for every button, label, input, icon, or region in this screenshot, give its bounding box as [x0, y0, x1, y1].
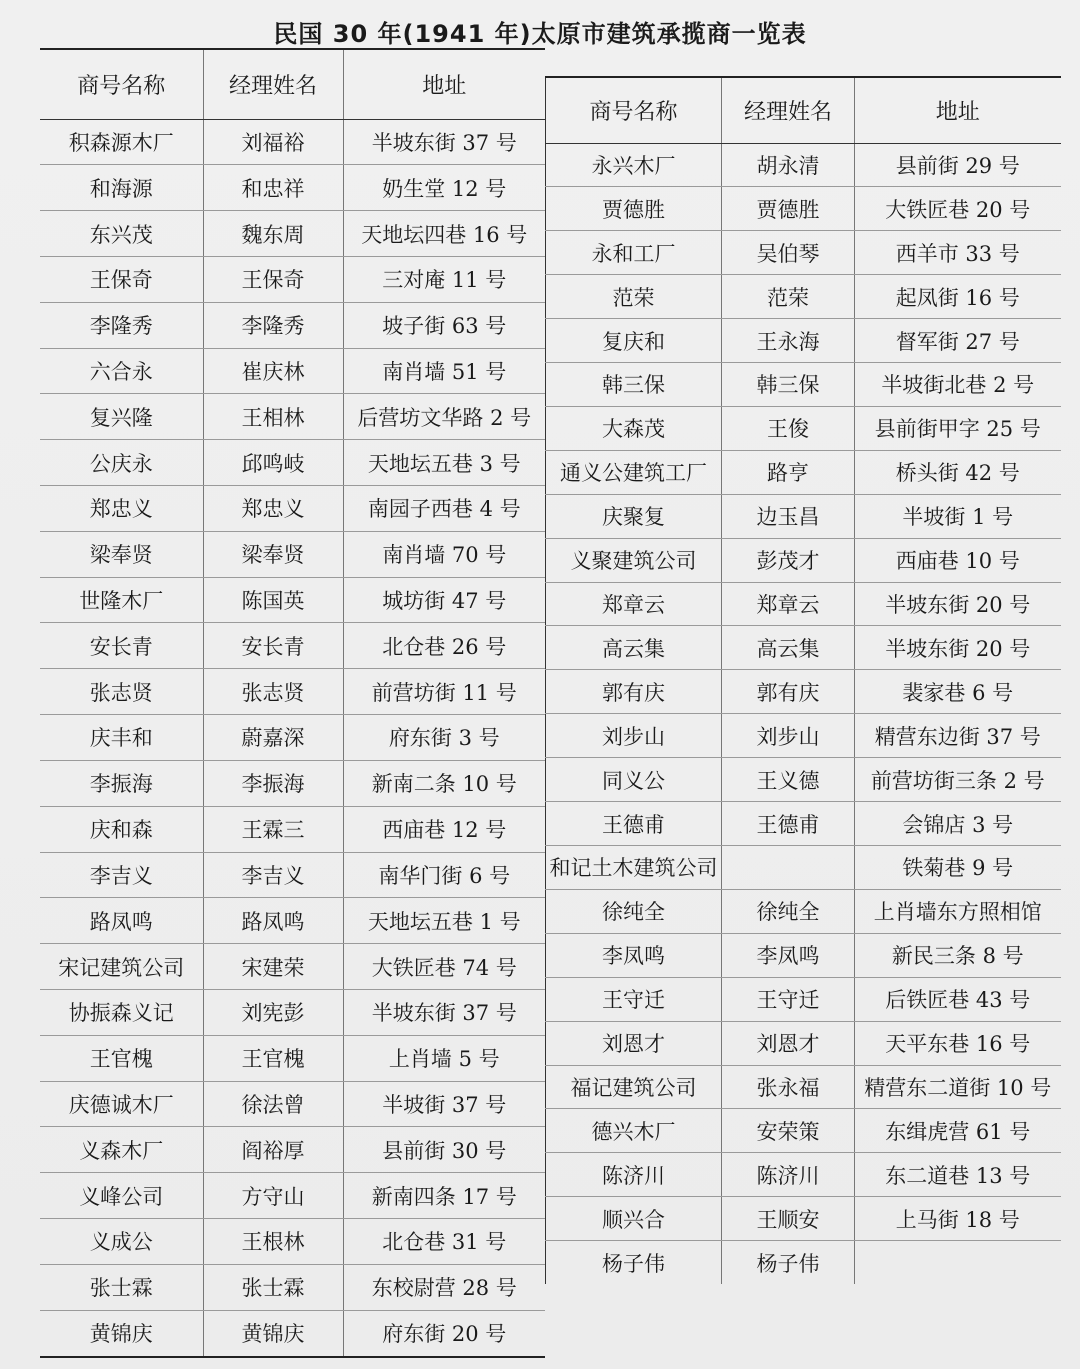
address-cell: 上肖墙 5 号: [343, 1035, 545, 1081]
address-cell: 西庙巷 10 号: [855, 538, 1061, 582]
address-cell: 半坡东街 37 号: [343, 119, 545, 165]
shop-name-cell: 世隆木厂: [40, 577, 203, 623]
address-cell: 铁菊巷 9 号: [855, 846, 1061, 890]
shop-name-cell: 协振森义记: [40, 989, 203, 1035]
address-cell: 东缉虎营 61 号: [855, 1109, 1061, 1153]
shop-name-cell: 义聚建筑公司: [546, 538, 722, 582]
address-cell: 上肖墙东方照相馆: [855, 889, 1061, 933]
manager-name-cell: 李振海: [203, 760, 343, 806]
shop-name-cell: 陈济川: [546, 1153, 722, 1197]
manager-name-cell: 范荣: [722, 275, 855, 319]
address-cell: 县前街 30 号: [343, 1127, 545, 1173]
table-row: [546, 714, 1061, 758]
manager-name-cell: 魏东周: [203, 211, 343, 257]
shop-name-cell: 通义公建筑工厂: [546, 450, 722, 494]
shop-name-cell: 积森源木厂: [40, 119, 203, 165]
shop-name-cell: 王守迁: [546, 977, 722, 1021]
address-cell: 大铁匠巷 20 号: [855, 187, 1061, 231]
header-address: 地址: [343, 49, 545, 119]
table-row: [546, 626, 1061, 670]
manager-name-cell: 胡永清: [722, 143, 855, 187]
manager-name-cell: 李凤鸣: [722, 933, 855, 977]
address-cell: 奶生堂 12 号: [343, 165, 545, 211]
shop-name-cell: 和记土木建筑公司: [546, 846, 722, 890]
address-cell: 精营东二道街 10 号: [855, 1065, 1061, 1109]
address-cell: 起凤街 16 号: [855, 275, 1061, 319]
shop-name-cell: 庆聚复: [546, 494, 722, 538]
shop-name-cell: 黄锦庆: [89, 1322, 153, 1347]
address-cell: 新南二条 10 号: [343, 760, 545, 806]
shop-name-cell: 韩三保: [546, 363, 722, 407]
manager-name-cell: 王德甫: [722, 802, 855, 846]
manager-name-cell: 崔庆林: [203, 348, 343, 394]
address-cell: 督军街 27 号: [855, 319, 1061, 363]
shop-name-cell: 宋记建筑公司: [40, 944, 203, 990]
shop-name-cell: 王保奇: [40, 256, 203, 302]
table-row: [40, 211, 545, 257]
table-row: [546, 538, 1061, 582]
manager-name-cell: 张永福: [722, 1065, 855, 1109]
table-row: [40, 806, 545, 852]
manager-name-cell: 王相林: [203, 394, 343, 440]
left-table: [40, 48, 545, 1358]
table-row: [40, 898, 545, 944]
table-row: [546, 1197, 1061, 1241]
manager-name-cell: 梁奉贤: [203, 531, 343, 577]
table-row: [40, 394, 545, 440]
shop-name-cell: 同义公: [546, 758, 722, 802]
address-cell: 前营坊街三条 2 号: [855, 758, 1061, 802]
table-row: [546, 143, 1061, 187]
address-cell: 精营东边街 37 号: [855, 714, 1061, 758]
address-cell: 天地坛四巷 16 号: [343, 211, 545, 257]
table-row: [40, 1264, 545, 1310]
manager-name-cell: 王根林: [203, 1219, 343, 1265]
address-cell: 后营坊文华路 2 号: [343, 394, 545, 440]
manager-name-cell: 郭有庆: [722, 670, 855, 714]
shop-name-cell: 李吉义: [40, 852, 203, 898]
address-cell: 府东街 20 号: [343, 1310, 545, 1357]
shop-name-cell: 永和工厂: [546, 231, 722, 275]
shop-name-cell: 复庆和: [546, 319, 722, 363]
shop-name-cell: 东兴茂: [40, 211, 203, 257]
table-row: [546, 187, 1061, 231]
manager-name-cell: 彭茂才: [722, 538, 855, 582]
manager-name-cell: 安荣策: [722, 1109, 855, 1153]
address-cell: 桥头街 42 号: [855, 450, 1061, 494]
shop-name-cell: 杨子伟: [602, 1251, 665, 1276]
shop-name-cell: 梁奉贤: [40, 531, 203, 577]
table-row: [546, 670, 1061, 714]
table-row: [546, 231, 1061, 275]
address-cell: 府东街 3 号: [343, 715, 545, 761]
table-row: [546, 363, 1061, 407]
table-row: [546, 450, 1061, 494]
manager-name-cell: 王保奇: [203, 256, 343, 302]
manager-name-cell: 方守山: [203, 1173, 343, 1219]
table-row: [546, 582, 1061, 626]
table-row: [40, 1127, 545, 1173]
table-row: [40, 577, 545, 623]
manager-name-cell: 和忠祥: [203, 165, 343, 211]
manager-name-cell: 高云集: [722, 626, 855, 670]
shop-name-cell: 郭有庆: [546, 670, 722, 714]
address-cell: 半坡东街 20 号: [855, 626, 1061, 670]
shop-name-cell: 福记建筑公司: [546, 1065, 722, 1109]
manager-name-cell: 邱鸣岐: [203, 440, 343, 486]
shop-name-cell: 永兴木厂: [546, 143, 722, 187]
manager-name-cell: 阎裕厚: [203, 1127, 343, 1173]
manager-name-cell: [722, 846, 855, 890]
address-cell: 半坡东街 37 号: [343, 989, 545, 1035]
address-cell: 天平东巷 16 号: [855, 1021, 1061, 1065]
shop-name-cell: 郑章云: [546, 582, 722, 626]
address-cell: 上马街 18 号: [855, 1197, 1061, 1241]
shop-name-cell: 王官槐: [40, 1035, 203, 1081]
header-manager-name: 经理姓名: [722, 77, 855, 143]
table-row: [546, 319, 1061, 363]
manager-name-cell: 郑忠义: [203, 486, 343, 532]
address-cell: 城坊街 47 号: [343, 577, 545, 623]
table-row: [40, 715, 545, 761]
table-row: [546, 802, 1061, 846]
address-cell: 北仓巷 26 号: [343, 623, 545, 669]
manager-name-cell: 蔚嘉深: [203, 715, 343, 761]
shop-name-cell: 庆和森: [40, 806, 203, 852]
manager-name-cell: 路凤鸣: [203, 898, 343, 944]
shop-name-cell: 张志贤: [40, 669, 203, 715]
shop-name-cell: 高云集: [546, 626, 722, 670]
manager-name-cell: 王永海: [722, 319, 855, 363]
address-cell: 东二道巷 13 号: [855, 1153, 1061, 1197]
manager-name-cell: 张士霖: [203, 1264, 343, 1310]
shop-name-cell: 大森茂: [546, 406, 722, 450]
address-cell: 三对庵 11 号: [343, 256, 545, 302]
shop-name-cell: 庆丰和: [40, 715, 203, 761]
address-cell: 大铁匠巷 74 号: [343, 944, 545, 990]
table-row: [40, 486, 545, 532]
address-cell: 天地坛五巷 3 号: [343, 440, 545, 486]
manager-name-cell: 刘宪彭: [203, 989, 343, 1035]
shop-name-cell: 义森木厂: [40, 1127, 203, 1173]
header-row: [546, 77, 1061, 143]
table-row: [40, 165, 545, 211]
right-table: [545, 76, 1061, 1284]
left-table-body: [40, 119, 545, 1357]
table-row: [40, 944, 545, 990]
shop-name-cell: 李隆秀: [40, 302, 203, 348]
address-cell: [855, 1241, 1061, 1284]
table-row: [546, 758, 1061, 802]
table-row: [40, 1081, 545, 1127]
table-row: [40, 760, 545, 806]
address-cell: 东校尉营 28 号: [343, 1264, 545, 1310]
table-row: [546, 846, 1061, 890]
table-row: [40, 669, 545, 715]
manager-name-cell: 杨子伟: [722, 1241, 855, 1284]
address-cell: 坡子街 63 号: [343, 302, 545, 348]
manager-name-cell: 安长青: [203, 623, 343, 669]
address-cell: 南肖墙 51 号: [343, 348, 545, 394]
table-row: [40, 623, 545, 669]
shop-name-cell: 德兴木厂: [546, 1109, 722, 1153]
table-row: [40, 1219, 545, 1265]
shop-name-cell: 顺兴合: [546, 1197, 722, 1241]
address-cell: 新民三条 8 号: [855, 933, 1061, 977]
manager-name-cell: 宋建荣: [203, 944, 343, 990]
table-row: [40, 531, 545, 577]
manager-name-cell: 李隆秀: [203, 302, 343, 348]
table-row: [40, 348, 545, 394]
table-row: [546, 889, 1061, 933]
shop-name-cell: 公庆永: [40, 440, 203, 486]
table-row: [546, 933, 1061, 977]
address-cell: 天地坛五巷 1 号: [343, 898, 545, 944]
manager-name-cell: 徐法曾: [203, 1081, 343, 1127]
header-manager-name: 经理姓名: [203, 49, 343, 119]
shop-name-cell: 李凤鸣: [546, 933, 722, 977]
header-shop-name: 商号名称: [546, 77, 722, 143]
address-cell: 南肖墙 70 号: [343, 531, 545, 577]
manager-name-cell: 韩三保: [722, 363, 855, 407]
shop-name-cell: 张士霖: [40, 1264, 203, 1310]
address-cell: 西庙巷 12 号: [343, 806, 545, 852]
shop-name-cell: 贾德胜: [546, 187, 722, 231]
manager-name-cell: 王霖三: [203, 806, 343, 852]
table-row: [546, 1109, 1061, 1153]
manager-name-cell: 边玉昌: [722, 494, 855, 538]
address-cell: 西羊市 33 号: [855, 231, 1061, 275]
address-cell: 北仓巷 31 号: [343, 1219, 545, 1265]
header-row: [40, 49, 545, 119]
shop-name-cell: 刘恩才: [546, 1021, 722, 1065]
address-cell: 后铁匠巷 43 号: [855, 977, 1061, 1021]
manager-name-cell: 陈国英: [203, 577, 343, 623]
manager-name-cell: 黄锦庆: [203, 1310, 343, 1357]
address-cell: 半坡东街 20 号: [855, 582, 1061, 626]
address-cell: 新南四条 17 号: [343, 1173, 545, 1219]
manager-name-cell: 张志贤: [203, 669, 343, 715]
table-row: [546, 1065, 1061, 1109]
address-cell: 南园子西巷 4 号: [343, 486, 545, 532]
table-row: [546, 1153, 1061, 1197]
address-cell: 裴家巷 6 号: [855, 670, 1061, 714]
table-row: [40, 302, 545, 348]
shop-name-cell: 复兴隆: [40, 394, 203, 440]
shop-name-cell: 范荣: [546, 275, 722, 319]
table-row: [546, 1021, 1061, 1065]
address-cell: 县前街 29 号: [855, 143, 1061, 187]
address-cell: 县前街甲字 25 号: [855, 406, 1061, 450]
table-row: [40, 1035, 545, 1081]
table-row: [40, 119, 545, 165]
right-table-body: [546, 143, 1061, 1284]
shop-name-cell: 义成公: [40, 1219, 203, 1265]
shop-name-cell: 徐纯全: [546, 889, 722, 933]
manager-name-cell: 王守迁: [722, 977, 855, 1021]
manager-name-cell: 王义德: [722, 758, 855, 802]
table-row: [40, 256, 545, 302]
manager-name-cell: 刘步山: [722, 714, 855, 758]
header-shop-name: 商号名称: [40, 49, 203, 119]
shop-name-cell: 和海源: [40, 165, 203, 211]
manager-name-cell: 路亨: [722, 450, 855, 494]
table-title: 民国 30 年(1941 年)太原市建筑承揽商一览表: [273, 20, 807, 48]
manager-name-cell: 陈济川: [722, 1153, 855, 1197]
shop-name-cell: 六合永: [40, 348, 203, 394]
address-cell: 半坡街 1 号: [855, 494, 1061, 538]
table-row: [546, 275, 1061, 319]
table-row: [40, 1310, 545, 1357]
manager-name-cell: 郑章云: [722, 582, 855, 626]
table-row: [546, 494, 1061, 538]
address-cell: 前营坊街 11 号: [343, 669, 545, 715]
table-row: [40, 989, 545, 1035]
table-row: [40, 1173, 545, 1219]
shop-name-cell: 刘步山: [546, 714, 722, 758]
shop-name-cell: 郑忠义: [40, 486, 203, 532]
table-row: [40, 852, 545, 898]
shop-name-cell: 李振海: [40, 760, 203, 806]
table-row: [40, 440, 545, 486]
shop-name-cell: 路凤鸣: [40, 898, 203, 944]
manager-name-cell: 王官槐: [203, 1035, 343, 1081]
manager-name-cell: 贾德胜: [722, 187, 855, 231]
header-address: 地址: [855, 77, 1061, 143]
table-row: [546, 977, 1061, 1021]
manager-name-cell: 徐纯全: [722, 889, 855, 933]
shop-name-cell: 庆德诚木厂: [40, 1081, 203, 1127]
address-cell: 半坡街北巷 2 号: [855, 363, 1061, 407]
manager-name-cell: 王俊: [722, 406, 855, 450]
shop-name-cell: 王德甫: [546, 802, 722, 846]
table-container: [40, 48, 1060, 1358]
shop-name-cell: 安长青: [40, 623, 203, 669]
address-cell: 南华门街 6 号: [343, 852, 545, 898]
table-row: [546, 1241, 1061, 1284]
table-row: [546, 406, 1061, 450]
shop-name-cell: 义峰公司: [40, 1173, 203, 1219]
address-cell: 半坡街 37 号: [343, 1081, 545, 1127]
manager-name-cell: 王顺安: [722, 1197, 855, 1241]
manager-name-cell: 李吉义: [203, 852, 343, 898]
manager-name-cell: 刘福裕: [203, 119, 343, 165]
manager-name-cell: 刘恩才: [722, 1021, 855, 1065]
address-cell: 会锦店 3 号: [855, 802, 1061, 846]
manager-name-cell: 吴伯琴: [722, 231, 855, 275]
